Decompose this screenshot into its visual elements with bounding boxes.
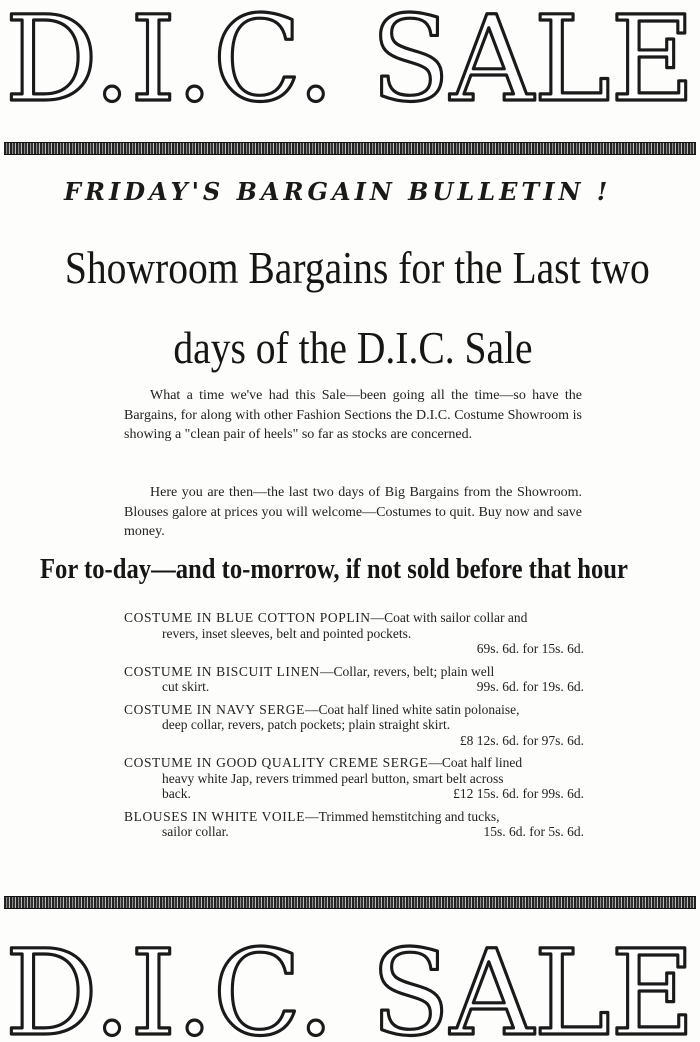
item-cont-row: [124, 679, 584, 695]
item-desc: —Trimmed hemstitching and tucks,: [305, 808, 500, 824]
item-name: COSTUME IN BLUE COTTON POPLIN: [124, 610, 371, 625]
bottom-banner-text: D.I.C. SALE: [5, 924, 695, 1042]
item-cont-row: [124, 786, 584, 802]
item-name: COSTUME IN BISCUIT LINEN: [124, 663, 321, 679]
headline-line-2: days of the D.I.C. Sale: [173, 322, 533, 373]
headline-line-1: Showroom Bargains for the Last two: [64, 242, 650, 293]
bulletin-title: FRIDAY'S BARGAIN BULLETIN !: [64, 177, 612, 206]
intro-paragraph-2: Here you are then—the last two days of Big Bargains from the Showroom. Blouses galore at prices you will welcome—Costumes to quit. Buy now and save money.: [124, 485, 582, 539]
item-price: £12 15s. 6d. for 99s. 6d.: [453, 786, 584, 801]
item-price: 69s. 6d. for 15s. 6d.: [476, 641, 584, 656]
bargain-list: [124, 610, 584, 847]
bargain-item-3: [124, 702, 584, 749]
item-name: BLOUSES IN WHITE VOILE: [124, 808, 306, 824]
top-banner-text: D.I.C. SALE: [5, 0, 695, 118]
top-divider-rule: [4, 142, 696, 155]
item-price: 99s. 6d. for 19s. 6d.: [476, 679, 584, 694]
bottom-banner: [0, 924, 700, 1042]
item-desc: —Coat half lined white satin polonaise,: [305, 701, 520, 717]
bargain-item-2: [124, 664, 584, 695]
bargain-item-1: [124, 610, 584, 657]
offer-subhead: For to-day—and to-morrow, if not sold before that hour: [40, 554, 628, 585]
item-price: £8 12s. 6d. for 97s. 6d.: [459, 732, 584, 748]
bargain-item-5: [124, 809, 584, 840]
intro-paragraph-1: What a time we've had this Sale—been going all the time—so have the Bargains, for along with other Fashion Sections the D.I.C. Costume Showroom is showing a "clean pair of heels" so far as stocks are concerned.: [124, 388, 582, 442]
item-cont-row: [124, 824, 584, 840]
item-desc: —Coat half lined: [428, 755, 523, 770]
item-desc-cont: sailor collar.: [162, 824, 229, 839]
item-desc: —Coat with sailor collar and: [370, 610, 528, 625]
bottom-divider-rule: [4, 896, 696, 909]
item-desc-cont: cut skirt.: [162, 679, 210, 694]
item-name: COSTUME IN GOOD QUALITY CREME SERGE: [124, 755, 429, 770]
item-name: COSTUME IN NAVY SERGE: [124, 701, 305, 717]
item-desc-cont: heavy white Jap, revers trimmed pearl button, smart belt across: [162, 770, 504, 786]
item-desc-cont-2: back.: [162, 786, 191, 801]
item-price: 15s. 6d. for 5s. 6d.: [483, 824, 584, 839]
bottom-banner-art: [0, 924, 700, 1042]
item-desc-cont: revers, inset sleeves, belt and pointed pockets.: [162, 625, 412, 641]
top-banner-art: [0, 0, 700, 118]
top-banner: [0, 0, 700, 118]
item-desc-cont: deep collar, revers, patch pockets; plain straight skirt.: [162, 717, 451, 732]
item-desc: —Collar, revers, belt; plain well: [320, 663, 495, 679]
bargain-item-4: [124, 755, 584, 802]
